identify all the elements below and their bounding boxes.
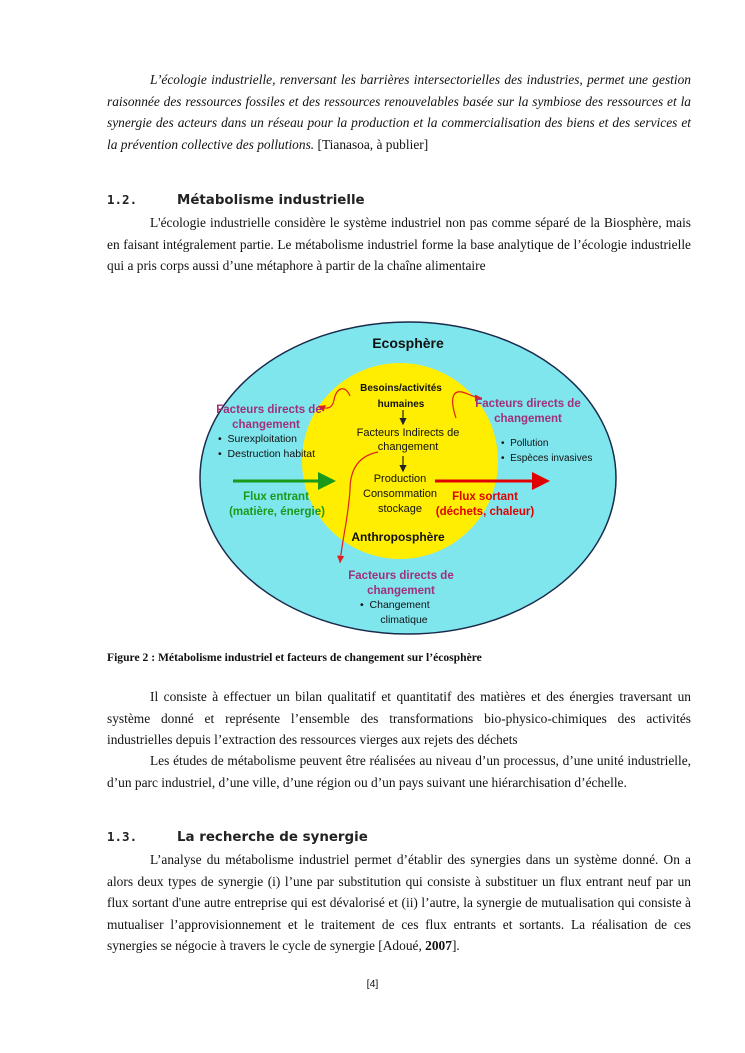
citation-year: 2007: [425, 938, 452, 954]
indirects-line2: changement: [377, 441, 439, 453]
right-bullet-1: • Pollution: [501, 438, 549, 449]
left-bullet-2: • Destruction habitat: [218, 448, 316, 460]
indirects-line1: Facteurs Indirects de: [356, 427, 460, 439]
figure-caption: Figure 2 : Métabolisme industriel et facteurs de changement sur l’écosphère: [107, 651, 482, 664]
besoins-line1: Besoins/activités: [360, 383, 442, 394]
flux-sortant-line1: Flux sortant: [452, 491, 518, 503]
production-label: Production: [373, 473, 427, 485]
anthroposphere-label: Anthroposphère: [351, 530, 445, 544]
left-factors-line1: Facteurs directs de: [216, 404, 322, 416]
ecosphere-label: Ecosphère: [372, 335, 444, 351]
bottom-factors-line1: Facteurs directs de: [348, 570, 454, 582]
flux-entrant-line2: (matière, énergie): [229, 506, 325, 518]
section-number: 1.3.: [107, 829, 138, 844]
left-bullet-1: • Surexploitation: [218, 433, 297, 445]
besoins-line2: humaines: [377, 399, 425, 410]
citation-end: ].: [451, 938, 460, 954]
right-factors-line1: Facteurs directs de: [475, 398, 581, 410]
paragraph-etudes: Les études de métabolisme peuvent être réalisées au niveau d’un processus, d’une unité industrielle, d’un parc industriel, d’une ville, d’une région ou d’un pays suivant une hiérarchisation d’échelle.: [107, 753, 691, 790]
section-title: La recherche de synergie: [177, 830, 368, 845]
page-number: [4]: [366, 978, 379, 990]
bottom-factors-line2: changement: [367, 585, 435, 597]
section-1-3-paragraph: [107, 849, 691, 957]
bottom-bullet-line1: • Changement: [360, 599, 430, 611]
flux-sortant-line2: (déchets, chaleur): [435, 506, 535, 518]
section-heading-1-3: [107, 829, 368, 845]
right-factors-line2: changement: [494, 413, 562, 425]
section-1-2-paragraph: L'écologie industrielle considère le système industriel non pas comme séparé de la Biosphère, mais en faisant intégralement partie. Le métabolisme industriel forme la base analytique de l’écologie industrielle qui a pris corps aussi d’une métaphore à partir de la chaîne alimentaire: [107, 215, 691, 274]
paragraph-bilan: Il consiste à effectuer un bilan qualitatif et quantitatif des matières et des énergies traversant un système donné et représente l’ensemble des transformations bio-physico-chimiques des activités industrielles depuis l’extraction des ressources vierges aux rejets des déchets: [107, 689, 691, 748]
bottom-bullet-line2: climatique: [380, 614, 428, 626]
flux-entrant-line1: Flux entrant: [243, 491, 309, 503]
stockage-label: stockage: [377, 503, 423, 515]
consommation-label: Consommation: [363, 488, 437, 500]
right-bullet-2: • Espèces invasives: [501, 453, 593, 464]
section-1-3-text: L’analyse du métabolisme industriel permet d’établir des synergies dans un système donné. On a alors deux types de synergie (i) l’une par substitution qui consiste à substituer un flux entrant neuf par un flux sortant d'une autre entreprise qui est dévalorisé et (ii) l’autre, la synergie de mutualisation qui consiste à mutualiser l’approvisionnement et le traitement de ces flux entrants et sortants. La réalisation de ces synergies se négocie à travers le cycle de synergie [Adoué,: [107, 852, 691, 954]
left-factors-line2: changement: [232, 419, 300, 431]
intro-text: L’écologie industrielle, renversant les barrières intersectorielles des industries, permet une gestion raisonnée des ressources fossiles et des ressources renouvelables basée sur la symbiose des ressources et la synergie des acteurs dans un réseau pour la production et la commercialisation des biens et des services et la prévention collective des pollutions.: [107, 72, 691, 152]
section-title: Métabolisme industrielle: [177, 193, 365, 208]
intro-citation: [Tianasoa, à publier]: [314, 136, 429, 152]
section-number: 1.2.: [107, 192, 138, 207]
